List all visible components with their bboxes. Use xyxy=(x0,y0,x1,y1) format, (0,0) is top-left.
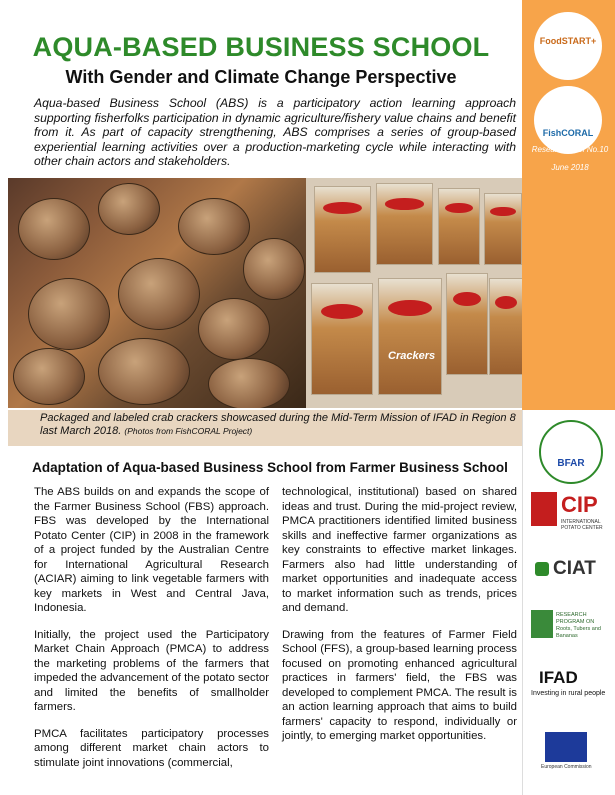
page-subtitle: With Gender and Climate Change Perspective xyxy=(65,67,457,87)
page-title: AQUA-BASED BUSINESS SCHOOL xyxy=(32,32,490,62)
eu-label: European Commission xyxy=(541,764,592,770)
ciat-leaf-icon xyxy=(535,562,549,576)
foodstart-logo: FoodSTART+ xyxy=(534,12,602,80)
caption-text: Packaged and labeled crab crackers showcased during the Mid-Term Mission of IFAD in Region 8 last March 2018. xyxy=(40,412,516,437)
ifad-logo: IFAD Investing in rural people xyxy=(531,668,606,697)
header-photo xyxy=(8,178,523,408)
sidebar-partners xyxy=(522,410,615,795)
paragraph: technological, institutional) based on shared ideas and trust. During the mid-project review, PMCA practitioners identified limited business skills and ineffective farmer organizations as key constraints to effective market linkages. Farmers also had little understanding of market opportunities and inadequate access to market information such as trends, prices and demand. xyxy=(282,486,517,614)
rtb-logo: RESEARCH PROGRAM ON Roots, Tubers and Bananas xyxy=(531,610,611,650)
cip-logo: CIP INTERNATIONAL POTATO CENTER xyxy=(531,492,611,542)
ciat-logo: CIAT xyxy=(531,560,611,590)
cgiar-icon xyxy=(531,610,553,638)
paragraph: Initially, the project used the Participatory Market Chain Approach (PMCA) to address the marketing problems of the farmers that impeded the advancement of the potato sector and limited the benefits of smallholder farmers. xyxy=(34,628,269,713)
bfar-logo: BFAR xyxy=(539,420,603,484)
eu-flag-icon xyxy=(545,732,587,762)
brief-date: June 2018 xyxy=(551,163,589,172)
sidebar-top xyxy=(522,0,615,410)
photo-caption xyxy=(40,412,518,438)
cip-emblem-icon xyxy=(531,492,557,526)
pack-label-text: Crackers xyxy=(388,350,436,362)
paragraph: Drawing from the features of Farmer Field School (FFS), a group-based learning process focused on promoting enhanced agricultural practices in farmers' field, the FBS was developed to complement PMCA. The result is an action learning approach that aims to build farmers' capacity to respond, individually or jointly, to emerging market opportunities. xyxy=(282,628,517,742)
paragraph: The ABS builds on and expands the scope of the Farmer Business School (FBS) approach. FBS was developed by the International Potato Center (CIP) in 2008 in the framework of a project funded by the Australian Centre for International Agricultural Research (ACIAR) aiming to link vegetable farmers with key markets in West and Central Java, Indonesia. xyxy=(34,486,269,614)
section-heading: Adaptation of Aqua-based Business School from Farmer Business School xyxy=(32,460,508,475)
paragraph: PMCA facilitates participatory processes among different market chain actors to stimulate joint innovations (commercial, xyxy=(34,727,269,769)
crackers-photo xyxy=(306,178,523,408)
text-column-2 xyxy=(282,485,517,756)
caption-credit: (Photos from FishCORAL Project) xyxy=(124,426,253,436)
crabs-photo xyxy=(8,178,306,408)
intro-paragraph: Aqua-based Business School (ABS) is a participatory action learning approach supporting fisherfolks participation in dynamic agriculture/fishery value chains and benefit from it. As part of capacity strengthening, ABS comprises a series of group-based experiential learning activities over a production-marketing cycle while interacting with other chain actors and stakeholders. xyxy=(34,96,516,169)
brief-number: Research Brief No.10 xyxy=(531,145,609,154)
text-column-1 xyxy=(34,485,269,782)
fishcoral-logo: FishCORAL xyxy=(534,86,602,154)
